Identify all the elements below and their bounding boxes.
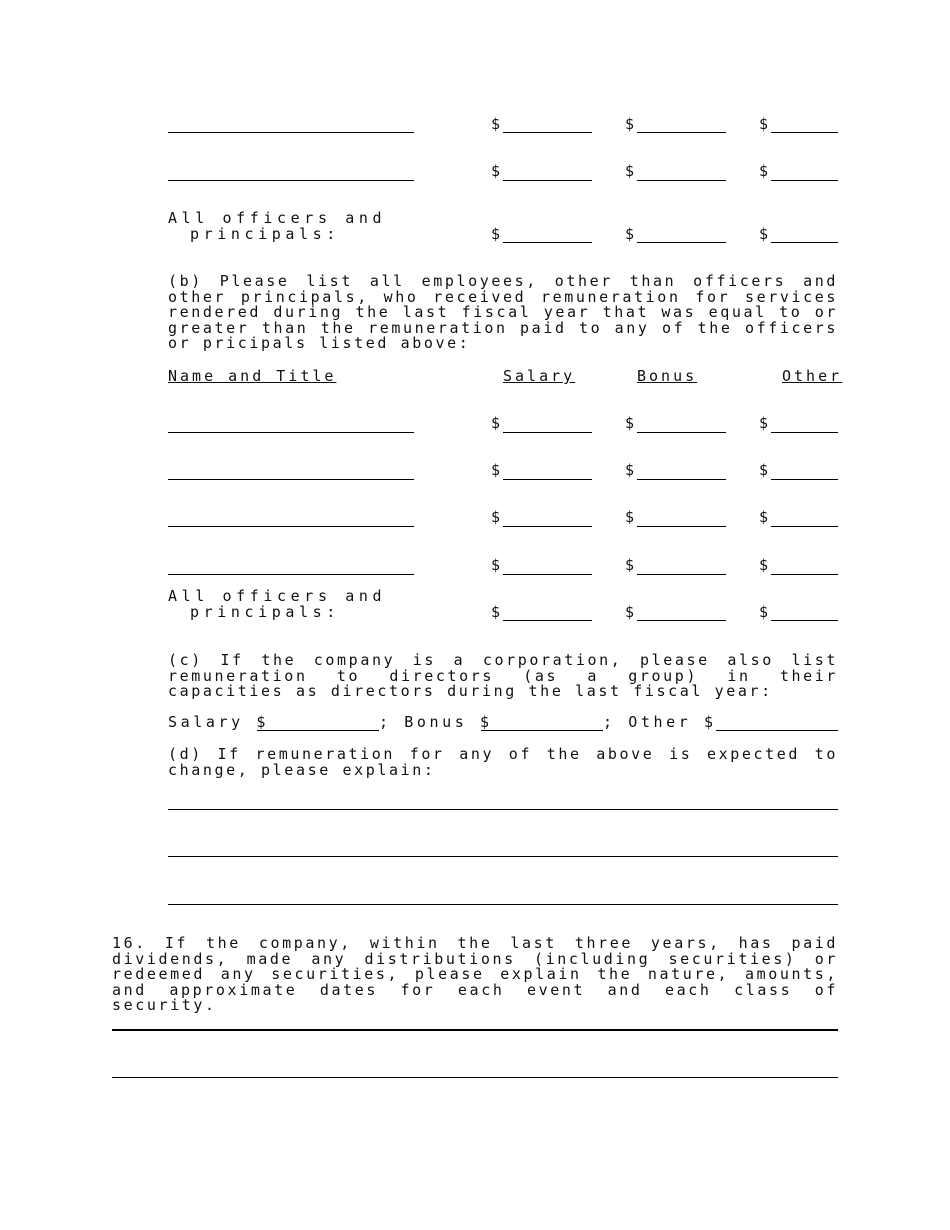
- currency-symbol: $: [625, 556, 635, 574]
- other-total-field[interactable]: [771, 620, 838, 621]
- officers-total-label: principals:: [190, 603, 340, 621]
- bonus-field-blank[interactable]: [637, 479, 726, 480]
- currency-symbol: $: [759, 556, 769, 574]
- director-bonus-field[interactable]: [481, 730, 603, 731]
- header-name-title: Name and Title: [168, 367, 337, 385]
- currency-symbol: $: [759, 162, 769, 180]
- bonus-field-blank[interactable]: [637, 432, 726, 433]
- other-field-blank[interactable]: [771, 574, 838, 575]
- section-d-text: (d) If remuneration for any of the above is expected to change, please explain:: [168, 745, 838, 779]
- explanation-line[interactable]: [168, 856, 838, 857]
- currency-symbol: $: [491, 603, 501, 621]
- name-field-blank[interactable]: [168, 132, 414, 133]
- officers-total-label: All officers and: [168, 209, 387, 227]
- officers-total-label: All officers and: [168, 587, 387, 605]
- director-other-label: ; Other $: [603, 713, 717, 731]
- header-other: Other: [782, 367, 843, 385]
- currency-symbol: $: [491, 115, 501, 133]
- currency-symbol: $: [759, 508, 769, 526]
- answer-line[interactable]: [112, 1029, 838, 1031]
- salary-field-blank[interactable]: [503, 574, 592, 575]
- salary-total-field[interactable]: [503, 620, 592, 621]
- currency-symbol: $: [759, 225, 769, 243]
- currency-symbol: $: [625, 508, 635, 526]
- answer-line[interactable]: [112, 1077, 838, 1078]
- name-field-blank[interactable]: [168, 180, 414, 181]
- section-b-text: (b) Please list all employees, other than officers and other principals, who received remuneration for services rendered during the last fiscal year that was equal to or greater than the remuneration paid to any of the officers or pricipals listed above:: [168, 272, 838, 352]
- name-field-blank[interactable]: [168, 479, 414, 480]
- director-other-field[interactable]: [716, 730, 838, 731]
- bonus-total-field[interactable]: [637, 620, 726, 621]
- director-salary-label: Salary $: [168, 713, 270, 731]
- currency-symbol: $: [759, 414, 769, 432]
- name-field-blank[interactable]: [168, 432, 414, 433]
- section-c-text: (c) If the company is a corporation, please also list remuneration to directors (as a group) in their capacities as directors during the last fiscal year:: [168, 651, 838, 700]
- other-field-blank[interactable]: [771, 526, 838, 527]
- currency-symbol: $: [491, 461, 501, 479]
- currency-symbol: $: [759, 115, 769, 133]
- currency-symbol: $: [491, 225, 501, 243]
- explanation-line[interactable]: [168, 809, 838, 810]
- currency-symbol: $: [625, 603, 635, 621]
- salary-field-blank[interactable]: [503, 526, 592, 527]
- salary-total-field[interactable]: [503, 242, 592, 243]
- director-bonus-label: ; Bonus $: [379, 713, 493, 731]
- header-bonus: Bonus: [637, 367, 698, 385]
- other-total-field[interactable]: [771, 242, 838, 243]
- salary-field-blank[interactable]: [503, 132, 592, 133]
- other-field-blank[interactable]: [771, 132, 838, 133]
- name-field-blank[interactable]: [168, 574, 414, 575]
- currency-symbol: $: [491, 414, 501, 432]
- currency-symbol: $: [491, 508, 501, 526]
- other-field-blank[interactable]: [771, 479, 838, 480]
- currency-symbol: $: [491, 556, 501, 574]
- currency-symbol: $: [625, 225, 635, 243]
- explanation-line[interactable]: [168, 904, 838, 905]
- currency-symbol: $: [759, 461, 769, 479]
- bonus-field-blank[interactable]: [637, 180, 726, 181]
- currency-symbol: $: [759, 603, 769, 621]
- bonus-field-blank[interactable]: [637, 526, 726, 527]
- other-field-blank[interactable]: [771, 180, 838, 181]
- currency-symbol: $: [491, 162, 501, 180]
- currency-symbol: $: [625, 461, 635, 479]
- bonus-total-field[interactable]: [637, 242, 726, 243]
- director-salary-field[interactable]: [257, 730, 379, 731]
- salary-field-blank[interactable]: [503, 479, 592, 480]
- other-field-blank[interactable]: [771, 432, 838, 433]
- currency-symbol: $: [625, 414, 635, 432]
- salary-field-blank[interactable]: [503, 180, 592, 181]
- salary-field-blank[interactable]: [503, 432, 592, 433]
- currency-symbol: $: [625, 162, 635, 180]
- officers-total-label: principals:: [190, 225, 340, 243]
- name-field-blank[interactable]: [168, 526, 414, 527]
- question-16-text: 16. If the company, within the last three years, has paid dividends, made any distributions (including securities) or redeemed any securities, please explain the nature, amounts, and approximate dates for each event and each class of security.: [112, 934, 838, 1014]
- bonus-field-blank[interactable]: [637, 132, 726, 133]
- currency-symbol: $: [625, 115, 635, 133]
- header-salary: Salary: [503, 367, 576, 385]
- bonus-field-blank[interactable]: [637, 574, 726, 575]
